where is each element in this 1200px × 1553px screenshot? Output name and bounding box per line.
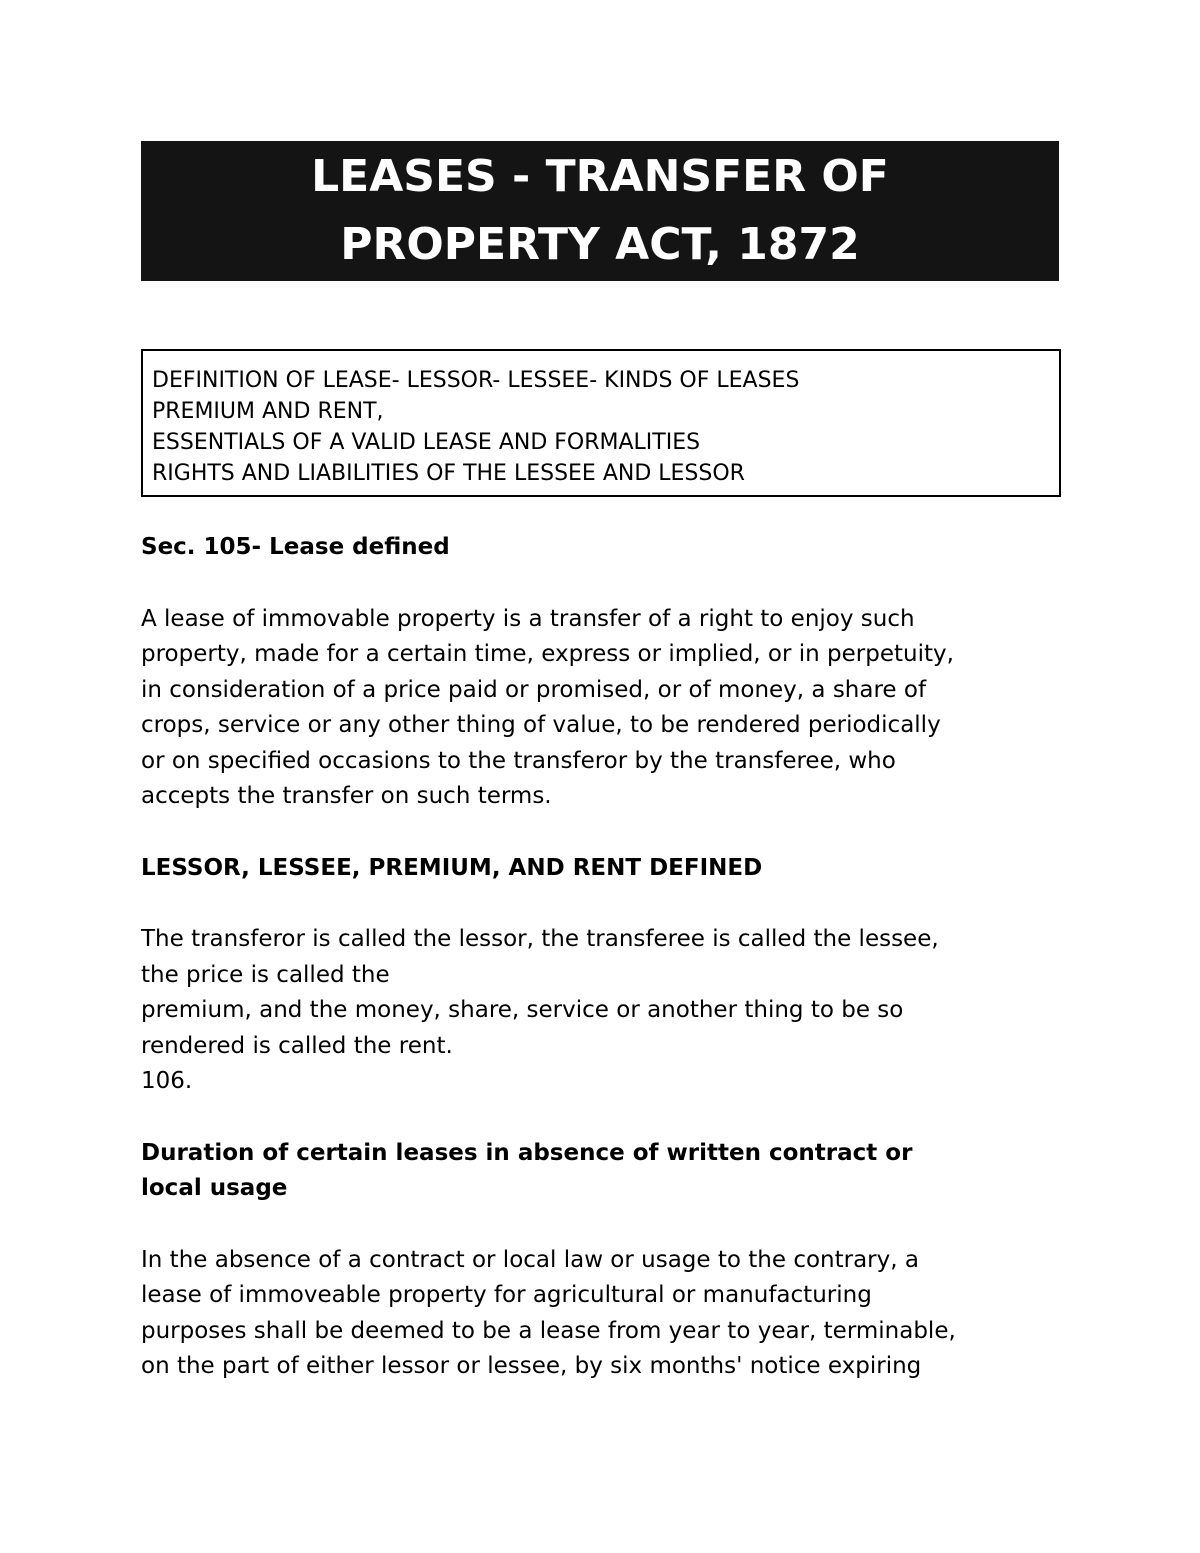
summary-line: PREMIUM AND RENT, — [152, 399, 384, 424]
body-line: or on specified occasions to the transferor by the transferee, who — [141, 747, 896, 774]
document-title — [141, 141, 1059, 281]
body-line: rendered is called the rent. — [141, 1032, 453, 1059]
body-line: 106. — [141, 1068, 193, 1094]
body-line: purposes shall be deemed to be a lease from year to year, terminable, — [141, 1317, 956, 1344]
section-heading-lease-defined — [141, 530, 1071, 566]
section-heading-duration — [141, 1136, 1071, 1207]
section-heading-lessor-lessee — [141, 851, 1071, 887]
body-line: on the part of either lessor or lessee, by six months' notice expiring — [141, 1353, 922, 1379]
paragraph-gap — [141, 1207, 1071, 1243]
title-line-1: LEASES - TRANSFER OF — [311, 151, 889, 202]
summary-line: RIGHTS AND LIABILITIES OF THE LESSEE AND LESSOR — [152, 461, 745, 486]
body-line: in consideration of a price paid or promised, or of money, a share of — [141, 676, 927, 703]
section-body-duration — [141, 1243, 1071, 1385]
body-line: property, made for a certain time, express or implied, or in perpetuity, — [141, 641, 954, 667]
heading-line: Duration of certain leases in absence of written contract or — [141, 1139, 913, 1166]
body-line: In the absence of a contract or local law or usage to the contrary, a — [141, 1246, 919, 1273]
body-line: the price is called the — [141, 961, 390, 988]
summary-line: ESSENTIALS OF A VALID LEASE AND FORMALITIES — [152, 430, 701, 455]
body-line: premium, and the money, share, service or another thing to be so — [141, 997, 904, 1023]
section-body-lease-defined — [141, 602, 1071, 815]
body-line: A lease of immovable property is a transfer of a right to enjoy such — [141, 605, 915, 632]
summary-line: DEFINITION OF LEASE- LESSOR- LESSEE- KINDS OF LEASES — [152, 368, 800, 393]
body-line: crops, service or any other thing of value, to be rendered periodically — [141, 712, 941, 738]
heading-line: Sec. 105- Lease defined — [141, 534, 450, 560]
title-line-2: PROPERTY ACT, 1872 — [340, 219, 860, 270]
body-line: lease of immoveable property for agricultural or manufacturing — [141, 1282, 872, 1308]
heading-line: local usage — [141, 1175, 288, 1201]
section-body-lessor-lessee — [141, 922, 1071, 1100]
heading-line: LESSOR, LESSEE, PREMIUM, AND RENT DEFINED — [141, 854, 763, 881]
topics-summary-box — [141, 349, 1061, 497]
paragraph-gap — [141, 886, 1071, 922]
document-body — [141, 530, 1071, 1385]
body-line: accepts the transfer on such terms. — [141, 783, 552, 809]
body-line: The transferor is called the lessor, the transferee is called the lessee, — [141, 926, 939, 952]
paragraph-gap — [141, 815, 1071, 851]
paragraph-gap — [141, 1100, 1071, 1136]
paragraph-gap — [141, 566, 1071, 602]
